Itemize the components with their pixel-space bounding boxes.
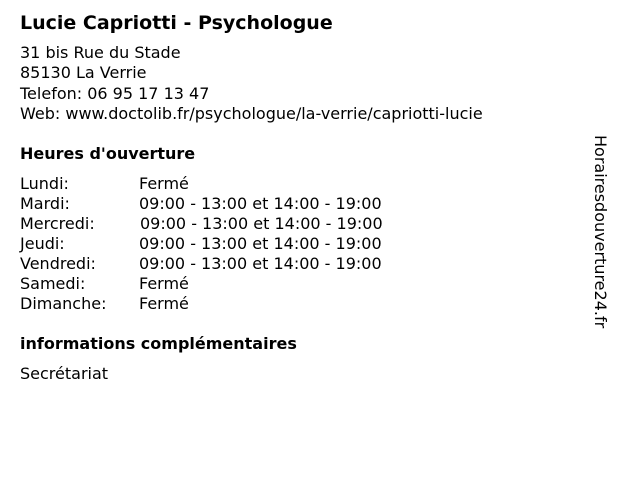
day-label: Jeudi: [20,234,65,253]
day-label: Dimanche: [20,294,107,313]
hours-value: 09:00 - 13:00 et 14:00 - 19:00 [139,194,382,213]
address-street: 31 bis Rue du Stade [20,43,181,62]
day-label: Lundi: [20,174,69,193]
hours-row-vendredi [20,254,480,274]
additional-info-text: Secrétariat [20,364,109,383]
hours-row-lundi [20,174,480,194]
web-line: Web: www.doctolib.fr/psychologue/la-verrie/capriotti-lucie [20,104,483,123]
opening-hours-heading: Heures d'ouverture [20,144,196,163]
day-label: Samedi: [20,274,86,293]
hours-value: Fermé [139,274,189,293]
address-city: 85130 La Verrie [20,63,147,82]
hours-value: Fermé [139,294,189,313]
phone-line: Telefon: 06 95 17 13 47 [20,84,210,103]
additional-info-heading: informations complémentaires [20,334,297,353]
day-label: Mercredi: [20,214,95,233]
hours-row-dimanche [20,294,480,314]
hours-row-mardi [20,194,480,214]
hours-value: Fermé [139,174,189,193]
site-watermark: Horairesdouverture24.fr [591,135,610,329]
hours-value: 09:00 - 13:00 et 14:00 - 19:00 [139,234,382,253]
hours-row-jeudi [20,234,480,254]
hours-value: 09:00 - 13:00 et 14:00 - 19:00 [140,214,383,233]
page-title: Lucie Capriotti - Psychologue [20,12,333,34]
hours-row-samedi [20,274,480,294]
hours-value: 09:00 - 13:00 et 14:00 - 19:00 [139,254,382,273]
day-label: Mardi: [20,194,70,213]
day-label: Vendredi: [20,254,96,273]
hours-row-mercredi [20,214,480,234]
